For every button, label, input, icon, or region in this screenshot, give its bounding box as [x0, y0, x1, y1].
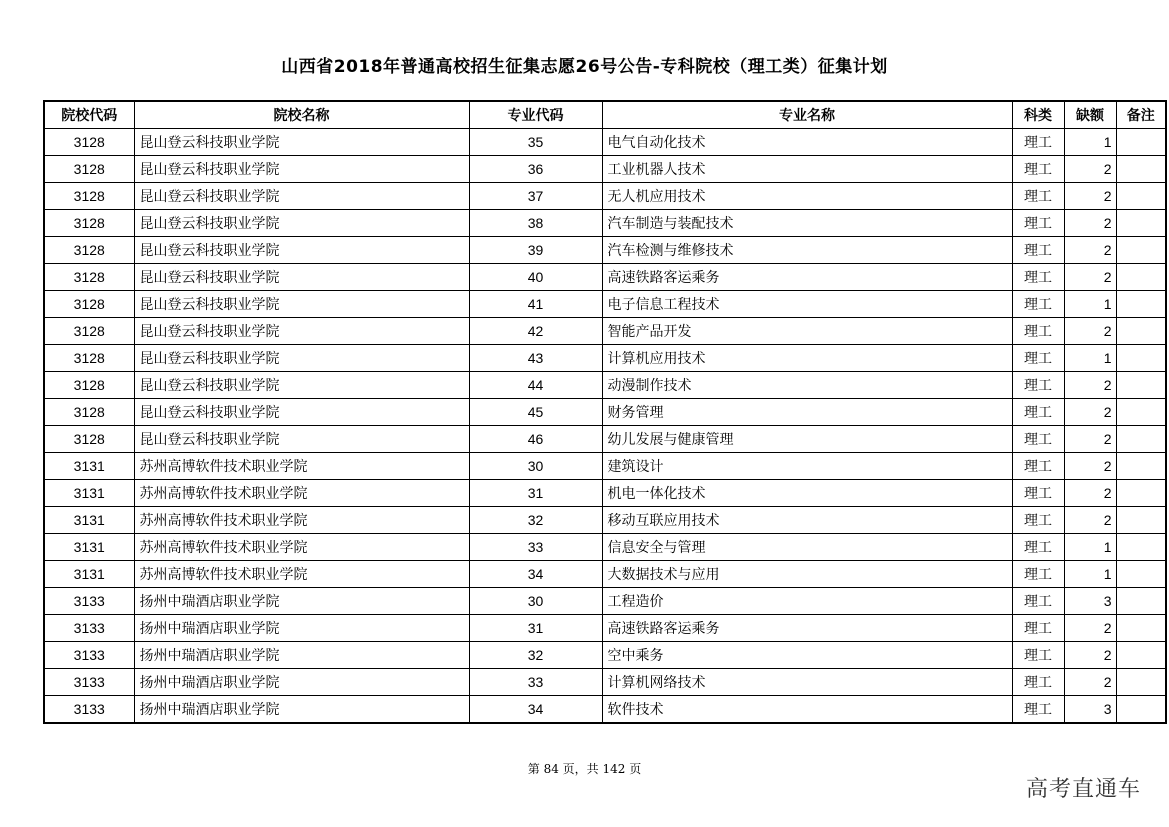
- cell-school-name: 昆山登云科技职业学院: [134, 183, 469, 210]
- cell-major-code: 40: [469, 264, 602, 291]
- cell-major-code: 34: [469, 561, 602, 588]
- cell-vacancy: 1: [1064, 129, 1116, 156]
- cell-major-name: 高速铁路客运乘务: [602, 615, 1012, 642]
- table-row: [44, 264, 1166, 291]
- cell-remarks: [1116, 642, 1166, 669]
- table-row: [44, 642, 1166, 669]
- cell-category: 理工: [1012, 561, 1064, 588]
- cell-category: 理工: [1012, 183, 1064, 210]
- cell-major-code: 37: [469, 183, 602, 210]
- cell-school-code: 3131: [44, 507, 134, 534]
- cell-school-name: 扬州中瑞酒店职业学院: [134, 642, 469, 669]
- table-row: [44, 615, 1166, 642]
- cell-category: 理工: [1012, 480, 1064, 507]
- cell-school-name: 昆山登云科技职业学院: [134, 372, 469, 399]
- cell-remarks: [1116, 183, 1166, 210]
- cell-vacancy: 2: [1064, 264, 1116, 291]
- cell-school-name: 苏州高博软件技术职业学院: [134, 453, 469, 480]
- cell-school-name: 昆山登云科技职业学院: [134, 237, 469, 264]
- cell-school-name: 昆山登云科技职业学院: [134, 426, 469, 453]
- cell-school-code: 3133: [44, 615, 134, 642]
- cell-vacancy: 3: [1064, 696, 1116, 724]
- cell-major-name: 空中乘务: [602, 642, 1012, 669]
- cell-major-code: 30: [469, 588, 602, 615]
- table-body: [44, 129, 1166, 724]
- cell-major-code: 42: [469, 318, 602, 345]
- cell-remarks: [1116, 696, 1166, 724]
- cell-school-code: 3128: [44, 426, 134, 453]
- cell-category: 理工: [1012, 534, 1064, 561]
- cell-major-code: 36: [469, 156, 602, 183]
- cell-vacancy: 2: [1064, 210, 1116, 237]
- table-row: [44, 507, 1166, 534]
- cell-school-code: 3131: [44, 480, 134, 507]
- cell-major-code: 33: [469, 534, 602, 561]
- cell-remarks: [1116, 129, 1166, 156]
- cell-major-name: 工业机器人技术: [602, 156, 1012, 183]
- cell-major-name: 汽车制造与装配技术: [602, 210, 1012, 237]
- cell-major-code: 31: [469, 615, 602, 642]
- cell-major-code: 43: [469, 345, 602, 372]
- cell-school-code: 3128: [44, 156, 134, 183]
- cell-remarks: [1116, 588, 1166, 615]
- cell-major-name: 大数据技术与应用: [602, 561, 1012, 588]
- cell-major-name: 移动互联应用技术: [602, 507, 1012, 534]
- cell-category: 理工: [1012, 237, 1064, 264]
- cell-school-code: 3131: [44, 453, 134, 480]
- cell-vacancy: 2: [1064, 156, 1116, 183]
- cell-vacancy: 2: [1064, 453, 1116, 480]
- cell-school-code: 3128: [44, 318, 134, 345]
- table-row: [44, 561, 1166, 588]
- cell-remarks: [1116, 264, 1166, 291]
- cell-major-name: 财务管理: [602, 399, 1012, 426]
- table-row: [44, 669, 1166, 696]
- table-row: [44, 372, 1166, 399]
- cell-school-name: 昆山登云科技职业学院: [134, 318, 469, 345]
- cell-category: 理工: [1012, 264, 1064, 291]
- cell-school-code: 3128: [44, 210, 134, 237]
- table-row: [44, 696, 1166, 724]
- cell-school-code: 3131: [44, 561, 134, 588]
- cell-major-name: 计算机网络技术: [602, 669, 1012, 696]
- cell-vacancy: 1: [1064, 291, 1116, 318]
- cell-category: 理工: [1012, 669, 1064, 696]
- cell-school-name: 昆山登云科技职业学院: [134, 399, 469, 426]
- cell-vacancy: 2: [1064, 372, 1116, 399]
- cell-school-code: 3133: [44, 696, 134, 724]
- cell-major-code: 38: [469, 210, 602, 237]
- cell-category: 理工: [1012, 129, 1064, 156]
- cell-category: 理工: [1012, 345, 1064, 372]
- table-row: [44, 129, 1166, 156]
- cell-major-name: 工程造价: [602, 588, 1012, 615]
- cell-remarks: [1116, 426, 1166, 453]
- cell-vacancy: 2: [1064, 615, 1116, 642]
- cell-major-code: 39: [469, 237, 602, 264]
- cell-school-name: 昆山登云科技职业学院: [134, 156, 469, 183]
- page-footer: 第 84 页，共 142 页: [527, 762, 642, 776]
- table-row: [44, 210, 1166, 237]
- cell-remarks: [1116, 480, 1166, 507]
- cell-remarks: [1116, 669, 1166, 696]
- table-row: [44, 318, 1166, 345]
- cell-category: 理工: [1012, 426, 1064, 453]
- cell-major-name: 建筑设计: [602, 453, 1012, 480]
- cell-major-name: 高速铁路客运乘务: [602, 264, 1012, 291]
- cell-major-name: 软件技术: [602, 696, 1012, 724]
- cell-vacancy: 2: [1064, 318, 1116, 345]
- header-major-name: 专业名称: [602, 101, 1012, 129]
- cell-category: 理工: [1012, 210, 1064, 237]
- table-row: [44, 345, 1166, 372]
- cell-school-name: 苏州高博软件技术职业学院: [134, 507, 469, 534]
- cell-vacancy: 2: [1064, 426, 1116, 453]
- cell-school-name: 昆山登云科技职业学院: [134, 291, 469, 318]
- cell-category: 理工: [1012, 642, 1064, 669]
- cell-school-code: 3128: [44, 291, 134, 318]
- cell-category: 理工: [1012, 372, 1064, 399]
- cell-remarks: [1116, 318, 1166, 345]
- cell-category: 理工: [1012, 453, 1064, 480]
- cell-major-name: 幼儿发展与健康管理: [602, 426, 1012, 453]
- header-vacancy: 缺额: [1064, 101, 1116, 129]
- table-row: [44, 453, 1166, 480]
- cell-school-name: 苏州高博软件技术职业学院: [134, 534, 469, 561]
- cell-vacancy: 2: [1064, 399, 1116, 426]
- cell-vacancy: 2: [1064, 642, 1116, 669]
- header-remarks: 备注: [1116, 101, 1166, 129]
- cell-school-name: 昆山登云科技职业学院: [134, 345, 469, 372]
- cell-vacancy: 2: [1064, 183, 1116, 210]
- cell-vacancy: 3: [1064, 588, 1116, 615]
- cell-school-code: 3128: [44, 399, 134, 426]
- cell-school-code: 3131: [44, 534, 134, 561]
- cell-school-name: 扬州中瑞酒店职业学院: [134, 588, 469, 615]
- cell-vacancy: 2: [1064, 507, 1116, 534]
- cell-school-code: 3128: [44, 372, 134, 399]
- cell-remarks: [1116, 507, 1166, 534]
- cell-school-code: 3128: [44, 129, 134, 156]
- table-row: [44, 156, 1166, 183]
- cell-major-code: 46: [469, 426, 602, 453]
- cell-major-code: 32: [469, 507, 602, 534]
- cell-major-name: 信息安全与管理: [602, 534, 1012, 561]
- table-row: [44, 399, 1166, 426]
- cell-remarks: [1116, 372, 1166, 399]
- cell-major-name: 汽车检测与维修技术: [602, 237, 1012, 264]
- table-row: [44, 534, 1166, 561]
- cell-major-code: 41: [469, 291, 602, 318]
- cell-category: 理工: [1012, 291, 1064, 318]
- table-header-row: [44, 101, 1166, 129]
- cell-major-code: 33: [469, 669, 602, 696]
- cell-category: 理工: [1012, 507, 1064, 534]
- table-row: [44, 480, 1166, 507]
- cell-school-name: 苏州高博软件技术职业学院: [134, 561, 469, 588]
- header-category: 科类: [1012, 101, 1064, 129]
- cell-school-name: 昆山登云科技职业学院: [134, 129, 469, 156]
- cell-school-name: 苏州高博软件技术职业学院: [134, 480, 469, 507]
- table-row: [44, 426, 1166, 453]
- cell-vacancy: 2: [1064, 669, 1116, 696]
- header-major-code: 专业代码: [469, 101, 602, 129]
- cell-vacancy: 1: [1064, 534, 1116, 561]
- cell-school-code: 3133: [44, 642, 134, 669]
- cell-major-code: 31: [469, 480, 602, 507]
- table-row: [44, 588, 1166, 615]
- cell-school-code: 3128: [44, 183, 134, 210]
- cell-major-code: 34: [469, 696, 602, 724]
- cell-major-code: 35: [469, 129, 602, 156]
- cell-vacancy: 1: [1064, 561, 1116, 588]
- header-school-code: 院校代码: [44, 101, 134, 129]
- table-row: [44, 237, 1166, 264]
- cell-major-name: 机电一体化技术: [602, 480, 1012, 507]
- cell-remarks: [1116, 237, 1166, 264]
- cell-major-name: 无人机应用技术: [602, 183, 1012, 210]
- cell-school-name: 昆山登云科技职业学院: [134, 264, 469, 291]
- cell-major-name: 电气自动化技术: [602, 129, 1012, 156]
- cell-school-code: 3128: [44, 345, 134, 372]
- cell-school-code: 3133: [44, 588, 134, 615]
- enrollment-plan-table: [43, 100, 1167, 724]
- cell-remarks: [1116, 345, 1166, 372]
- cell-category: 理工: [1012, 156, 1064, 183]
- cell-major-code: 44: [469, 372, 602, 399]
- header-school-name: 院校名称: [134, 101, 469, 129]
- cell-school-code: 3128: [44, 237, 134, 264]
- cell-school-name: 昆山登云科技职业学院: [134, 210, 469, 237]
- cell-remarks: [1116, 615, 1166, 642]
- cell-school-name: 扬州中瑞酒店职业学院: [134, 696, 469, 724]
- cell-major-name: 计算机应用技术: [602, 345, 1012, 372]
- cell-category: 理工: [1012, 615, 1064, 642]
- page-title: 山西省2018年普通高校招生征集志愿26号公告-专科院校（理工类）征集计划: [281, 57, 888, 77]
- cell-remarks: [1116, 291, 1166, 318]
- watermark-logo: 高考直通车: [1025, 777, 1141, 802]
- cell-remarks: [1116, 534, 1166, 561]
- cell-major-name: 动漫制作技术: [602, 372, 1012, 399]
- cell-major-name: 电子信息工程技术: [602, 291, 1012, 318]
- cell-remarks: [1116, 156, 1166, 183]
- cell-category: 理工: [1012, 399, 1064, 426]
- table-row: [44, 291, 1166, 318]
- cell-vacancy: 2: [1064, 480, 1116, 507]
- cell-major-code: 32: [469, 642, 602, 669]
- cell-school-code: 3133: [44, 669, 134, 696]
- cell-school-name: 扬州中瑞酒店职业学院: [134, 615, 469, 642]
- cell-major-code: 30: [469, 453, 602, 480]
- table-row: [44, 183, 1166, 210]
- cell-category: 理工: [1012, 696, 1064, 724]
- cell-major-code: 45: [469, 399, 602, 426]
- cell-remarks: [1116, 210, 1166, 237]
- cell-category: 理工: [1012, 588, 1064, 615]
- cell-vacancy: 1: [1064, 345, 1116, 372]
- cell-vacancy: 2: [1064, 237, 1116, 264]
- cell-school-code: 3128: [44, 264, 134, 291]
- cell-school-name: 扬州中瑞酒店职业学院: [134, 669, 469, 696]
- cell-category: 理工: [1012, 318, 1064, 345]
- cell-major-name: 智能产品开发: [602, 318, 1012, 345]
- cell-remarks: [1116, 453, 1166, 480]
- cell-remarks: [1116, 561, 1166, 588]
- cell-remarks: [1116, 399, 1166, 426]
